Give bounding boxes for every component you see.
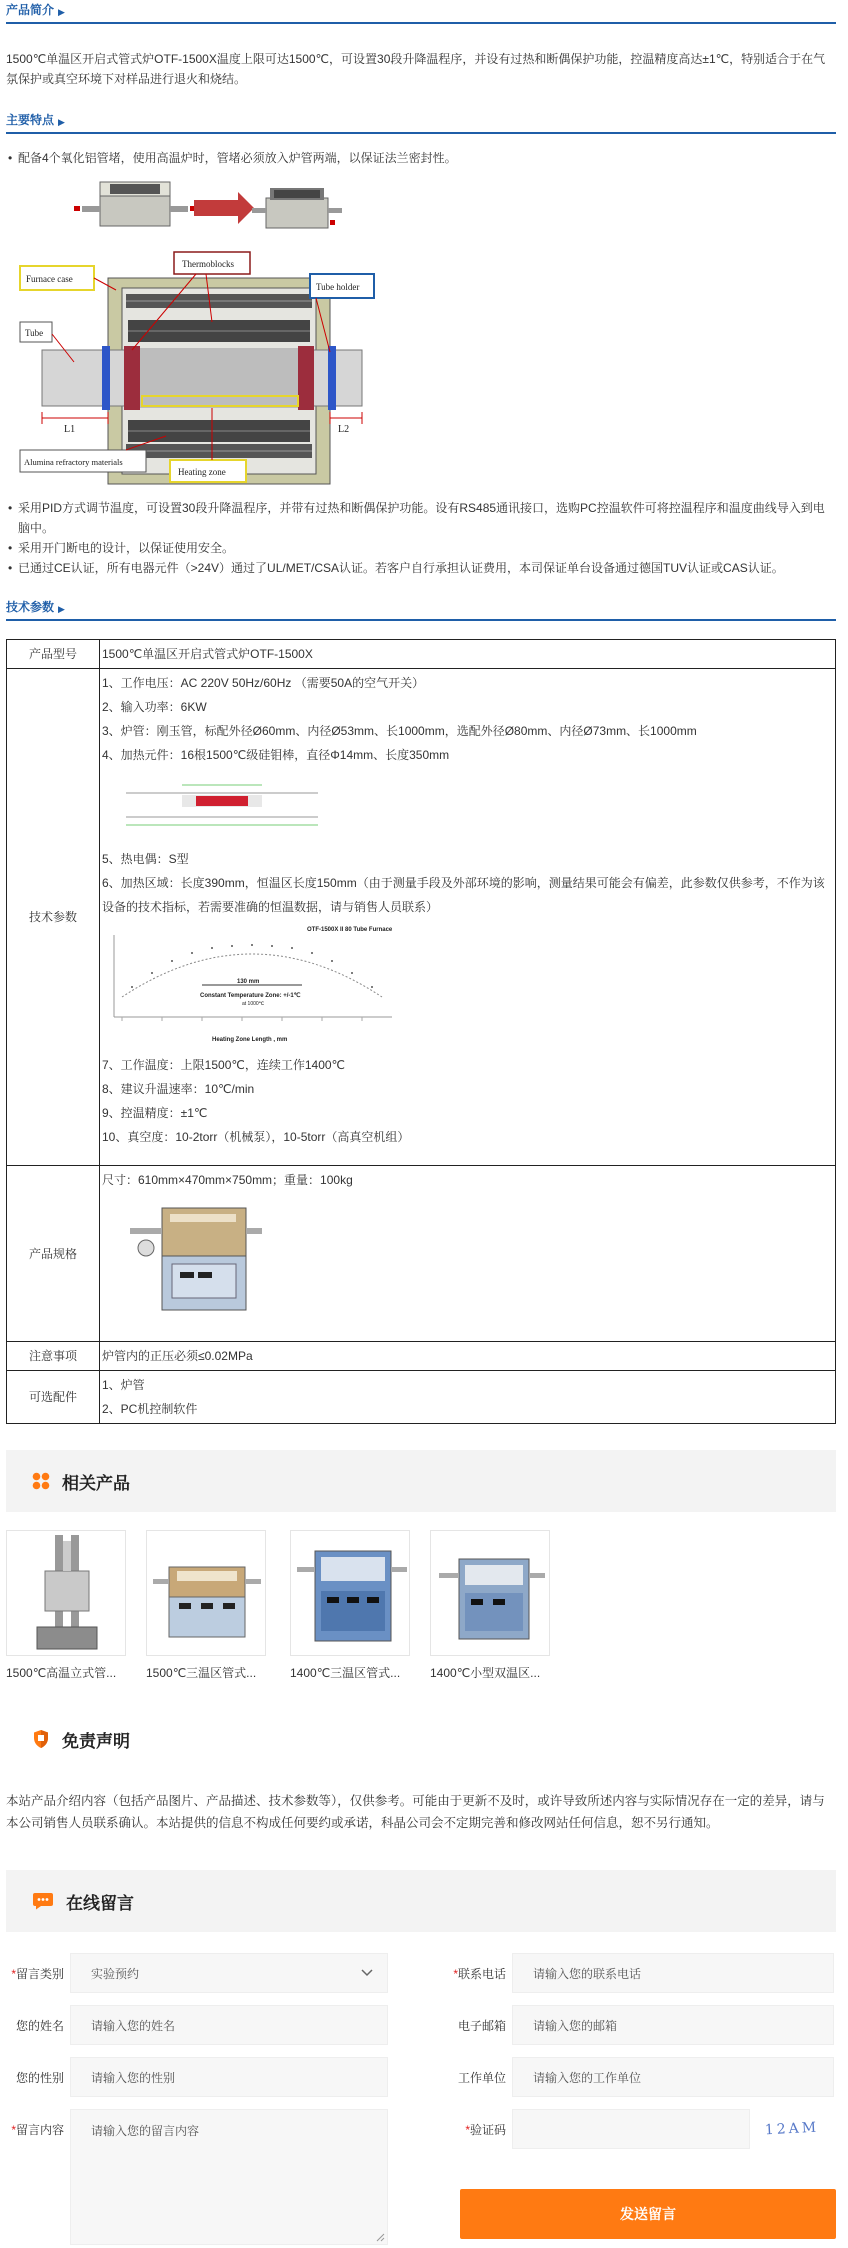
disclaimer-heading-bar	[6, 1708, 836, 1770]
tech-value	[100, 669, 836, 1166]
company-row	[448, 2057, 834, 2097]
spec-heading-bar	[6, 597, 836, 621]
message-heading-bar	[6, 1870, 836, 1932]
required-mark: *	[11, 1966, 16, 1981]
email-row	[448, 2005, 834, 2045]
type-select[interactable]	[70, 1953, 388, 1993]
content-row	[6, 2109, 388, 2245]
chart-zone-text: Constant Temperature Zone: +/-1℃	[200, 993, 301, 999]
chart-zone-length: 130 mm	[237, 979, 260, 985]
product-photo	[126, 1198, 266, 1318]
tech-item: 10、真空度：10-2torr（机械泵），10-5torr（高真空机组）	[102, 1130, 410, 1144]
features-heading-bar	[6, 110, 836, 134]
furnace-case-label: Furnace case	[26, 274, 73, 284]
captcha-image[interactable]: 12AM	[764, 2119, 820, 2139]
name-input[interactable]: 请输入您的姓名	[70, 2005, 388, 2045]
tech-item: 9、控温精度：±1℃	[102, 1106, 208, 1120]
type-selected-value: 实验预约	[91, 1966, 140, 1981]
tube-label: Tube	[25, 328, 44, 338]
options-value	[100, 1371, 836, 1424]
product-thumbnail[interactable]	[290, 1530, 410, 1656]
model-value: 1500℃单温区开启式管式炉OTF-1500X	[100, 640, 836, 669]
l2-label: L2	[338, 424, 350, 435]
captcha-label	[448, 2121, 512, 2138]
shield-icon	[32, 1729, 50, 1749]
features-heading: 主要特点	[6, 113, 55, 127]
dimension-text: 尺寸：610mm×470mm×750mm；重量：100kg	[102, 1173, 353, 1187]
heating-zone-label: Heating zone	[178, 467, 226, 477]
phone-row	[448, 1953, 834, 1993]
feature-bullet: • 已通过CE认证，所有电器元件（>24V）通过了UL/MET/CSA认证。若客户自行承担认证费用，本司保证单台设备通过德国TUV认证或CAS认证。	[6, 558, 836, 578]
email-input[interactable]: 请输入您的邮箱	[512, 2005, 834, 2045]
product-thumbnail[interactable]	[430, 1530, 550, 1656]
tech-item: 2、输入功率：6KW	[102, 700, 207, 714]
tech-item: 3、炉管：刚玉管，标配外径Ø60mm、内径Ø53mm、长1000mm，选配外径Ø80mm、内径Ø73mm、长1000mm	[102, 724, 697, 738]
resize-handle-icon[interactable]	[375, 2232, 385, 2242]
type-row	[6, 1953, 388, 1993]
phone-label-text: 联系电话	[457, 1966, 506, 1981]
disclaimer-text: 本站产品介绍内容（包括产品图片、产品描述、技术参数等），仅供参考。可能由于更新不及时，或许导致所述内容与实际情况存在一定的差异，请与本公司销售人员联系确认。本站提供的信息不构成任何要约或承诺，科晶公司会不定期完善和修改网站任何信息，恕不另行通知。	[6, 1794, 825, 1830]
arrow-right-icon	[194, 192, 254, 224]
spec-row-options	[7, 1371, 836, 1424]
thermoblocks-label: Thermoblocks	[182, 259, 234, 269]
required-mark: *	[453, 1966, 458, 1981]
product-thumbnail[interactable]	[6, 1530, 126, 1656]
name-row	[6, 2005, 388, 2045]
content-label-text: 留言内容	[15, 2123, 64, 2137]
vertical-furnace-image	[7, 1531, 126, 1656]
captcha-input[interactable]	[512, 2109, 750, 2149]
gender-label: 您的性别	[15, 2070, 64, 2085]
related-product-card[interactable]	[146, 1530, 266, 1681]
dimension-value	[100, 1166, 836, 1342]
spec-row-note	[7, 1342, 836, 1371]
option-item: 1、炉管	[102, 1378, 145, 1392]
tube-holder-label: Tube holder	[316, 282, 360, 292]
chat-bubble-icon	[32, 1892, 54, 1910]
tech-item: 5、热电偶：S型	[102, 852, 189, 866]
related-heading: 相关产品	[62, 1473, 130, 1493]
spec-row-model	[7, 640, 836, 669]
furnace-closed-image	[74, 182, 196, 226]
related-product-name[interactable]: 1400℃三温区管式...	[290, 1666, 401, 1680]
captcha-row	[448, 2109, 834, 2149]
triangle-right-icon: ▶	[58, 604, 65, 614]
feature-bullet-list	[6, 498, 836, 578]
related-product-name[interactable]: 1500℃高温立式管...	[6, 1666, 117, 1680]
alumina-label: Alumina refractory materials	[24, 457, 123, 467]
spec-row-dimension	[7, 1166, 836, 1342]
tech-item: 6、加热区域：长度390mm，恒温区长度150mm（由于测量手段及外部环境的影响，测量结果可能会有偏差，此参数仅供参考，不作为该设备的技术指标，若需要准确的恒温数据，请与销售人员联系）	[102, 876, 825, 914]
phone-label	[448, 1965, 512, 1982]
furnace-open-image	[252, 188, 342, 228]
required-mark: *	[11, 2123, 16, 2137]
gender-row	[6, 2057, 388, 2097]
phone-input[interactable]: 请输入您的联系电话	[512, 1953, 834, 1993]
small-two-zone-furnace-image	[431, 1531, 550, 1656]
related-product-card[interactable]	[430, 1530, 550, 1681]
content-placeholder: 请输入您的留言内容	[91, 2124, 200, 2138]
spec-table	[6, 639, 836, 1424]
tech-label: 技术参数	[7, 669, 100, 1166]
disclaimer-heading: 免责声明	[62, 1731, 130, 1751]
model-label: 产品型号	[7, 640, 100, 669]
feature-bullet: • 采用PID方式调节温度，可设置30段升降温程序，并带有过热和断偶保护功能。设有RS485通讯接口，选购PC控温软件可将控温程序和温度曲线导入到电脑中。	[6, 498, 836, 538]
l1-label: L1	[64, 424, 76, 435]
related-product-name[interactable]: 1400℃小型双温区...	[430, 1666, 541, 1680]
triangle-right-icon: ▶	[58, 7, 65, 17]
intro-heading: 产品简介	[6, 3, 55, 17]
send-message-button[interactable]: 发送留言	[460, 2189, 836, 2239]
chart-title: OTF-1500X II 80 Tube Furnace	[307, 927, 393, 933]
related-product-card[interactable]	[290, 1530, 410, 1681]
chevron-down-icon	[361, 1969, 373, 1977]
gender-input[interactable]: 请输入您的性别	[70, 2057, 388, 2097]
tech-item: 1、工作电压：AC 220V 50Hz/60Hz （需要50A的空气开关）	[102, 676, 425, 690]
grid-icon	[32, 1472, 50, 1490]
related-heading-bar	[6, 1450, 836, 1512]
three-zone-furnace-image	[147, 1531, 266, 1656]
name-label: 您的姓名	[15, 2018, 64, 2033]
furnace-structure-diagram	[16, 172, 376, 490]
dimension-label: 产品规格	[7, 1166, 100, 1342]
product-thumbnail[interactable]	[146, 1530, 266, 1656]
chart-zone-temp: at 1000℃	[242, 1001, 265, 1007]
email-label: 电子邮箱	[457, 2018, 506, 2033]
feature-bullet: • 配备4个氧化铝管堵，使用高温炉时，管堵必须放入炉管两端，以保证法兰密封性。	[6, 148, 836, 168]
company-input[interactable]: 请输入您的工作单位	[512, 2057, 834, 2097]
heating-element-image	[122, 773, 322, 839]
note-label: 注意事项	[7, 1342, 100, 1371]
triangle-right-icon: ▶	[58, 117, 65, 127]
content-label	[6, 2109, 70, 2138]
tech-item: 4、加热元件：16根1500℃级硅钼棒，直径Φ14mm、长度350mm	[102, 748, 450, 762]
chart-x-axis-label: Heating Zone Length , mm	[212, 1037, 288, 1043]
feature-bullet: • 采用开门断电的设计，以保证使用安全。	[6, 538, 836, 558]
spec-row-tech	[7, 669, 836, 1166]
related-products	[6, 1530, 836, 1690]
type-label-text: 留言类别	[15, 1966, 64, 1981]
note-value: 炉管内的正压必须≤0.02MPa	[100, 1342, 836, 1371]
tech-item: 8、建议升温速率：10℃/min	[102, 1082, 255, 1096]
spec-heading: 技术参数	[6, 600, 55, 614]
captcha-label-text: 验证码	[469, 2122, 506, 2137]
related-product-card[interactable]	[6, 1530, 126, 1681]
content-textarea[interactable]	[70, 2109, 388, 2245]
related-product-name[interactable]: 1500℃三温区管式...	[146, 1666, 257, 1680]
tech-item: 7、工作温度：上限1500℃，连续工作1400℃	[102, 1058, 346, 1072]
option-item: 2、PC机控制软件	[102, 1402, 198, 1416]
temperature-profile-chart	[102, 921, 402, 1049]
message-heading: 在线留言	[66, 1893, 134, 1913]
intro-heading-bar	[6, 0, 836, 24]
required-mark: *	[465, 2122, 470, 2137]
company-label: 工作单位	[457, 2070, 506, 2085]
options-label: 可选配件	[7, 1371, 100, 1424]
intro-text: 1500℃单温区开启式管式炉OTF-1500X温度上限可达1500℃，可设置30段升降温程序，并设有过热和断偶保护功能，控温精度高达±1℃，特别适合于在气氛保护或真空环境下对样品进行退火和烧结。	[6, 52, 826, 86]
type-label	[6, 1965, 70, 1982]
three-zone-furnace-image	[291, 1531, 410, 1656]
